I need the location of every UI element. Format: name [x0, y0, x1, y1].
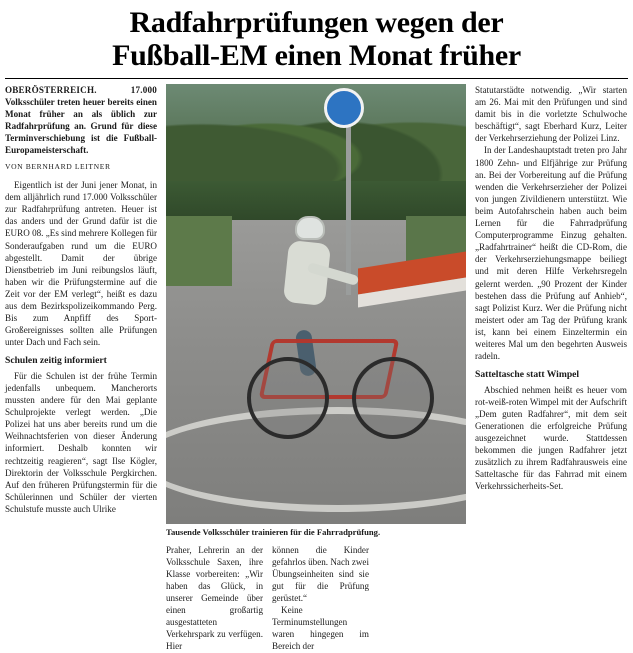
article-columns	[0, 84, 633, 652]
column-2	[166, 544, 263, 653]
lede-dateline: OBERÖSTERREICH. 17.000	[5, 85, 157, 95]
paragraph: Keine Terminumstellungen waren hingegen im Bereich der	[272, 605, 369, 652]
headline-line-1: Radfahrprüfungen wegen der	[129, 6, 504, 39]
paragraph: In der Landeshauptstadt treten pro Jahr 1800 Zehn- und Elfjährige zur Prüfung an. Bei der Vorbereitung auf die Prüfung wenden die Verkehrserzieher der Polizei von jungen Zivildienern unterstützt. Wie beim Autofahrschein haben auch beim Lernen für die Fahrradprüfung Computerprogramme Einzug gehalten. „Radfahrtrainer“ heißt die CD-Rom, die der Verkehrserziehungsmappe beiliegt und mit deren Hilfe Verkehrsregeln gelernt werden. „90 Prozent der Kinder bestehen dass die Prüfung auf Anhieb“, sagt Polizist Kurz. Wer die Prüfung nicht meistert oder am Tag der Prüfung krank ist, kann bei einem Einzeltermin ein weiteres Mal um den begehrten Ausweis radeln.	[475, 145, 627, 362]
photo-wrap	[166, 84, 466, 538]
column-2-photo-block	[166, 84, 466, 652]
paragraph: Praher, Lehrerin an der Volksschule Saxen, ihre Klasse vorbereiten: „Wir haben das Glück, in unserer Gemeinde über einen großartig ausgestatteten Verkehrspark zu verfügen. Hier	[166, 544, 263, 652]
newspaper-page	[0, 6, 633, 652]
photo-rider-helmet	[295, 216, 325, 240]
article-lede	[5, 84, 157, 156]
photo-caption: Tausende Volksschüler trainieren für die Fahrradprüfung.	[166, 527, 381, 537]
paragraph: Statutarstädte notwendig. „Wir starten am 26. Mai mit den Prüfungen und sind damit bis in die vorletzte Schulwoche beschäftigt“, sagt Eberhard Kurz, Leiter der Verkehrserziehung der Polizei Linz.	[475, 85, 627, 144]
photo-trees	[166, 84, 466, 190]
headline-line-2: Fußball-EM einen Monat früher	[112, 39, 521, 72]
paragraph: können die Kinder gefahrlos üben. Nach zwei Übungseinheiten sind sie gut für die Prüfung gerüstet.“	[272, 544, 369, 604]
lede-text: Volksschüler treten heuer bereits einen Monat früher an als üblich zur Radfahrprüfung an. Grund für diese Terminverschiebung ist die Fußball-Europameisterschaft.	[5, 97, 157, 155]
byline: VON BERNHARD LEITNER	[5, 162, 111, 171]
paragraph: Abschied nehmen heißt es heuer vom rot-weiß-roten Wimpel mit der Aufschrift „Dem guten Radfahrer“, mit dem seit Generationen die erfolgreiche Prüfung ausgezeichnet wurde. Stattdessen bekommen die jungen Radfahrer jetzt zusätzlich zu ihrem Radfahrausweis eine Satteltasche für das Fahrrad mit einem Verkehrssicherheits-Set.	[475, 384, 627, 492]
column-4	[475, 84, 627, 611]
photo-bicycle-wheel-front	[352, 357, 434, 439]
paragraph: Eigentlich ist der Juni jener Monat, in dem alljährlich rund 17.000 Volksschüler zur Radfahrprüfung antreten. Heuer ist das anders und der Grund dafür ist die EURO 08. „Es sind mehrere Kollegen für Sonderaufgaben rund um die EURO abgestellt. Damit der übrige Dienstbetrieb im Juni reibungslos läuft, haben wir die Prüfungstermine auf die Zeit vor der EM verlegt“, heißt es dazu aus dem Bezirkspolizeikommando Perg. Bis zum Anpfiff des Sport-Großereignisses sollten alle Prüfungen unter Dach und Fach sein.	[5, 180, 157, 348]
column-3	[272, 544, 369, 653]
headline-rule	[5, 78, 628, 79]
paragraph: Für die Schulen ist der frühe Termin jedenfalls unbequem. Mancherorts mussten andere für den Mai geplante Schulprojekte verlegt werden. „Die Polizei hat uns aber bereits rund um die Weihnachtsferien von dieser Änderung informiert. Deshalb konnten wir rechtzeitig reagieren“, sagt Ilse Kögler, Direktorin der Volksschule Pergkirchen. Auf den früheren Prüfungstermin für die Schülerinnen und Schüler der vierten Schulstufe musste auch Ulrike	[5, 370, 157, 514]
blue-round-traffic-sign-icon	[324, 88, 364, 128]
photo-bicycle-wheel-back	[247, 357, 329, 439]
page-title	[6, 6, 627, 72]
column-1	[5, 84, 157, 611]
article-photo	[166, 84, 466, 524]
photo-grass-left	[166, 216, 232, 286]
sub-columns	[166, 544, 466, 653]
subhead-satteltasche: Satteltasche statt Wimpel	[475, 369, 580, 381]
subhead-schulen: Schulen zeitig informiert	[5, 355, 107, 367]
